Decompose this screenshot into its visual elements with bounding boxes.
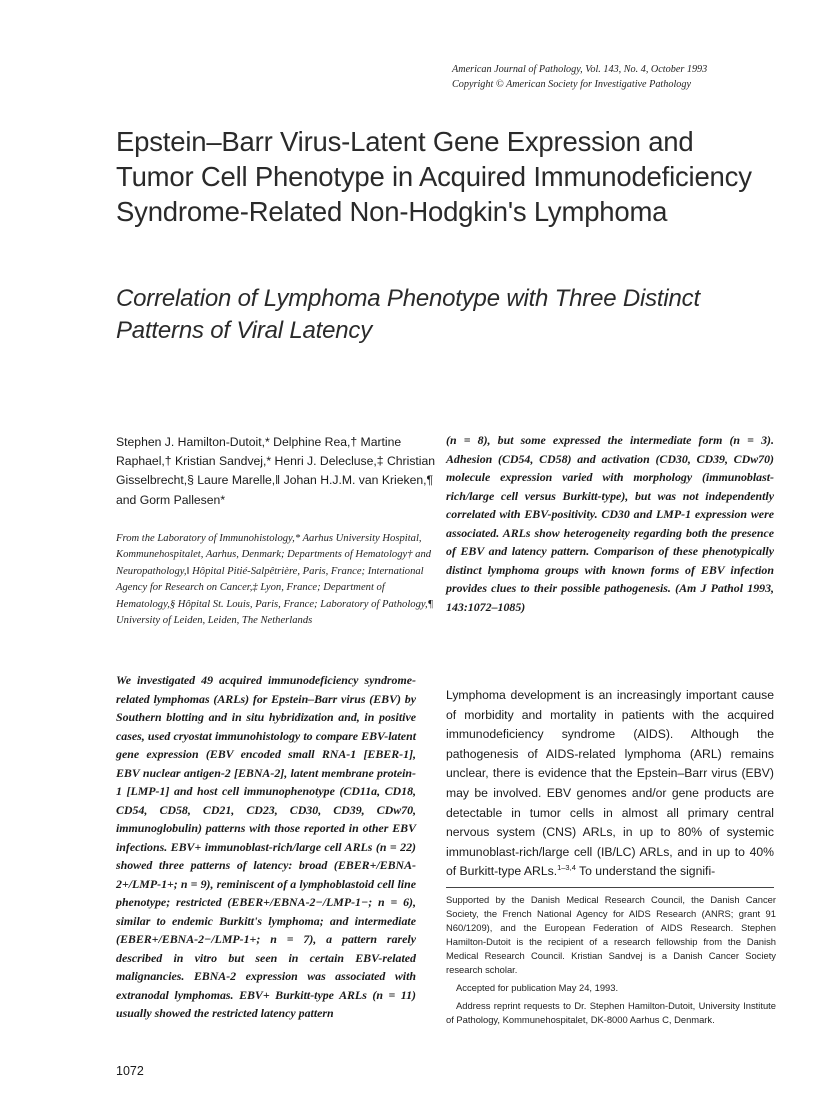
introduction-paragraph: [446, 686, 774, 882]
footnote-divider: [446, 887, 774, 888]
footnote-support: Supported by the Danish Medical Research Council, the Danish Cancer Society, the French National Agency for AIDS Research (ANRS; grant 91 N60/1209), and the European Federation of AIDS Research. Stephen Hamilton-Dutoit is the recipient of a research fellowship from the Danish Medical Research Council. Kristian Sandvej is a Danish Cancer Society research scholar.: [446, 894, 776, 975]
journal-copyright: Copyright © American Society for Investigative Pathology: [452, 79, 691, 90]
intro-citation-refs: 1–3,4: [557, 863, 576, 873]
article-subtitle: Correlation of Lymphoma Phenotype with Three Distinct Patterns of Viral Latency: [116, 285, 700, 344]
abstract-part-2: (n = 8), but some expressed the intermediate form (n = 3). Adhesion (CD54, CD58) and activation (CD30, CD39, CDw70) molecule expression varied with morphology (immunoblast-rich/large cell versus Burkitt-type), but was not independently correlated with EBV-positivity. CD30 and LMP-1 expression were associated. ARLs show heterogeneity regarding both the presence of EBV and latency pattern. Comparison of these phenotypically distinct lymphoma groups with known forms of EBV infection provides clues to their possible pathogenesis. (Am J Pathol 1993, 143:1072–1085): [446, 433, 774, 614]
page-number: 1072: [116, 1064, 144, 1078]
footnote-accepted: Accepted for publication May 24, 1993.: [456, 982, 619, 993]
intro-text-tail: To understand the signifi-: [575, 864, 716, 879]
footnote-reprint: Address reprint requests to Dr. Stephen Hamilton-Dutoit, University Institute of Pathology, Kommunehospitalet, DK-8000 Aarhus C, Denmark.: [446, 1000, 776, 1025]
author-list: Stephen J. Hamilton-Dutoit,* Delphine Rea,† Martine Raphael,† Kristian Sandvej,* Henri J. Delecluse,‡ Christian Gisselbrecht,§ Laure Marelle,‖ Johan H.J.M. van Krieken,¶ and Gorm Pallesen*: [116, 435, 436, 507]
affiliations: From the Laboratory of Immunohistology,* Aarhus University Hospital, Kommunehospitalet, Aarhus, Denmark; Departments of Hematology† and Neuropathology,‖ Hôpital Pitié-Salpêtrière, Paris, France; International Agency for Research on Cancer,‡ Lyon, France; Department of Hematology,§ Hôpital St. Louis, Paris, France; Laboratory of Pathology,¶ University of Leiden, Leiden, The Netherlands: [116, 533, 434, 627]
journal-header: [452, 62, 772, 92]
abstract-part-1: We investigated 49 acquired immunodeficiency syndrome-related lymphomas (ARLs) for Epstein–Barr virus (EBV) by Southern blotting and in situ hybridization and, in positive cases, used cryostat immunohistology to compare EBV-latent gene expression (EBV encoded small RNA-1 [EBER-1], EBV nuclear antigen-2 [EBNA-2], latent membrane protein-1 [LMP-1] and host cell immunophenotype (CD11a, CD18, CD54, CD58, CD21, CD23, CD30, CD39, CDw70, immunoglobulin) patterns with those reported in other EBV infections. EBV+ immunoblast-rich/large cell ARLs (n = 22) showed three patterns of latency: broad (EBER+/EBNA-2+/LMP-1+; n = 9), reminiscent of a lymphoblastoid cell line phenotype; restricted (EBER+/EBNA-2−/LMP-1−; n = 6), similar to endemic Burkitt's lymphoma; and intermediate (EBER+/EBNA-2−/LMP-1+; n = 7), a pattern rarely described in vitro but seen in certain EBV-related malignancies. EBNA-2 expression was associated with extranodal lymphomas. EBV+ Burkitt-type ARLs (n = 11) usually showed the restricted latency pattern: [116, 673, 416, 1020]
article-title: Epstein–Barr Virus-Latent Gene Expression and Tumor Cell Phenotype in Acquired Immunodeficiency Syndrome-Related Non-Hodgkin's Lymphoma: [116, 126, 752, 227]
journal-citation: American Journal of Pathology, Vol. 143, No. 4, October 1993: [452, 64, 708, 75]
intro-text: Lymphoma development is an increasingly important cause of morbidity and mortality in patients with the acquired immunodeficiency syndrome (AIDS). Although the pathogenesis of AIDS-related lymphoma (ARL) remains unclear, there is evidence that the Epstein–Barr virus (EBV) may be involved. EBV genomes and/or gene products are detectable in tumor cells in almost all primary central nervous system (CNS) ARLs, in up to 80% of systemic immunoblast-rich/large cell (IB/LC) ARLs, and in up to 40% of Burkitt-type ARLs.: [446, 688, 774, 879]
footnotes: [446, 893, 776, 1031]
